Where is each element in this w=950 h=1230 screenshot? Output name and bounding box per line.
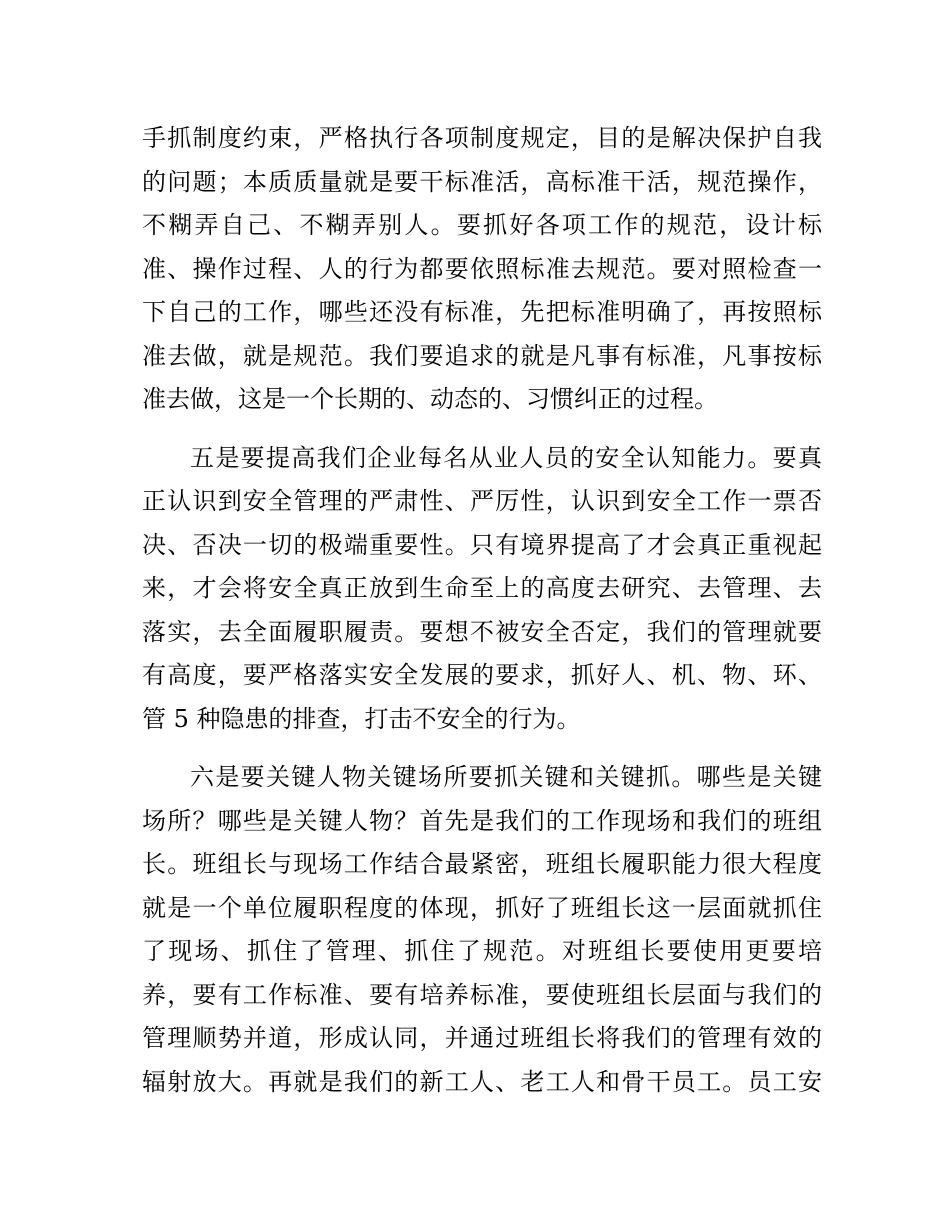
text-line: 不糊弄自己、不糊弄别人。要抓好各项工作的规范，设计标 [142,211,822,239]
paragraph [142,756,822,1104]
text-line: 了现场、抓住了管理、抓住了规范。对班组长要使用更要培 [142,937,822,965]
text-line: 就是一个单位履职程度的体现，抓好了班组长这一层面就抓住 [142,893,822,922]
text-line: 来，才会将安全真正放到生命至上的高度去研究、去管理、去 [142,574,822,602]
text-line: 五是要提高我们企业每名从业人员的安全认知能力。要真 [190,443,822,472]
text-line: 下自己的工作，哪些还没有标准，先把标准明确了，再按照标 [142,298,822,326]
text-line: 场所？哪些是关键人物？首先是我们的工作现场和我们的班组 [142,806,822,835]
text-line: 准去做，就是规范。我们要追求的就是凡事有标准，凡事按标 [142,341,822,370]
text-line: 有高度，要严格落实安全发展的要求，抓好人、机、物、环、 [142,661,822,689]
text-line: 长。班组长与现场工作结合最紧密，班组长履职能力很大程度 [142,850,822,878]
text-line: 准、操作过程、人的行为都要依照标准去规范。要对照检查一 [142,254,822,283]
paragraph-spacer [142,422,822,437]
paragraph [142,117,822,422]
text-line: 正认识到安全管理的严肃性、严厉性，认识到安全工作一票否 [142,487,822,515]
text-line: 管理顺势并道，形成认同，并通过班组长将我们的管理有效的 [142,1024,822,1052]
document-body [142,117,822,1104]
text-line: 的问题；本质质量就是要干标准活，高标准干活，规范操作， [142,167,822,196]
text-line: 手抓制度约束，严格执行各项制度规定，目的是解决保护自我 [142,124,822,152]
text-line: 管 5 种隐患的排查，打击不安全的行为。 [142,704,581,733]
paragraph-spacer [142,741,822,756]
text-line: 决、否决一切的极端重要性。只有境界提高了才会真正重视起 [142,530,822,559]
text-line: 养，要有工作标准、要有培养标准，要使班组长层面与我们的 [142,980,822,1009]
text-line: 辐射放大。再就是我们的新工人、老工人和骨干员工。员工安 [142,1067,822,1096]
text-line: 六是要关键人物关键场所要抓关键和关键抓。哪些是关键 [190,763,822,791]
paragraph [142,437,822,742]
text-line: 准去做，这是一个长期的、动态的、习惯纠正的过程。 [142,385,718,413]
text-line: 落实，去全面履职履责。要想不被安全否定，我们的管理就要 [142,617,822,646]
